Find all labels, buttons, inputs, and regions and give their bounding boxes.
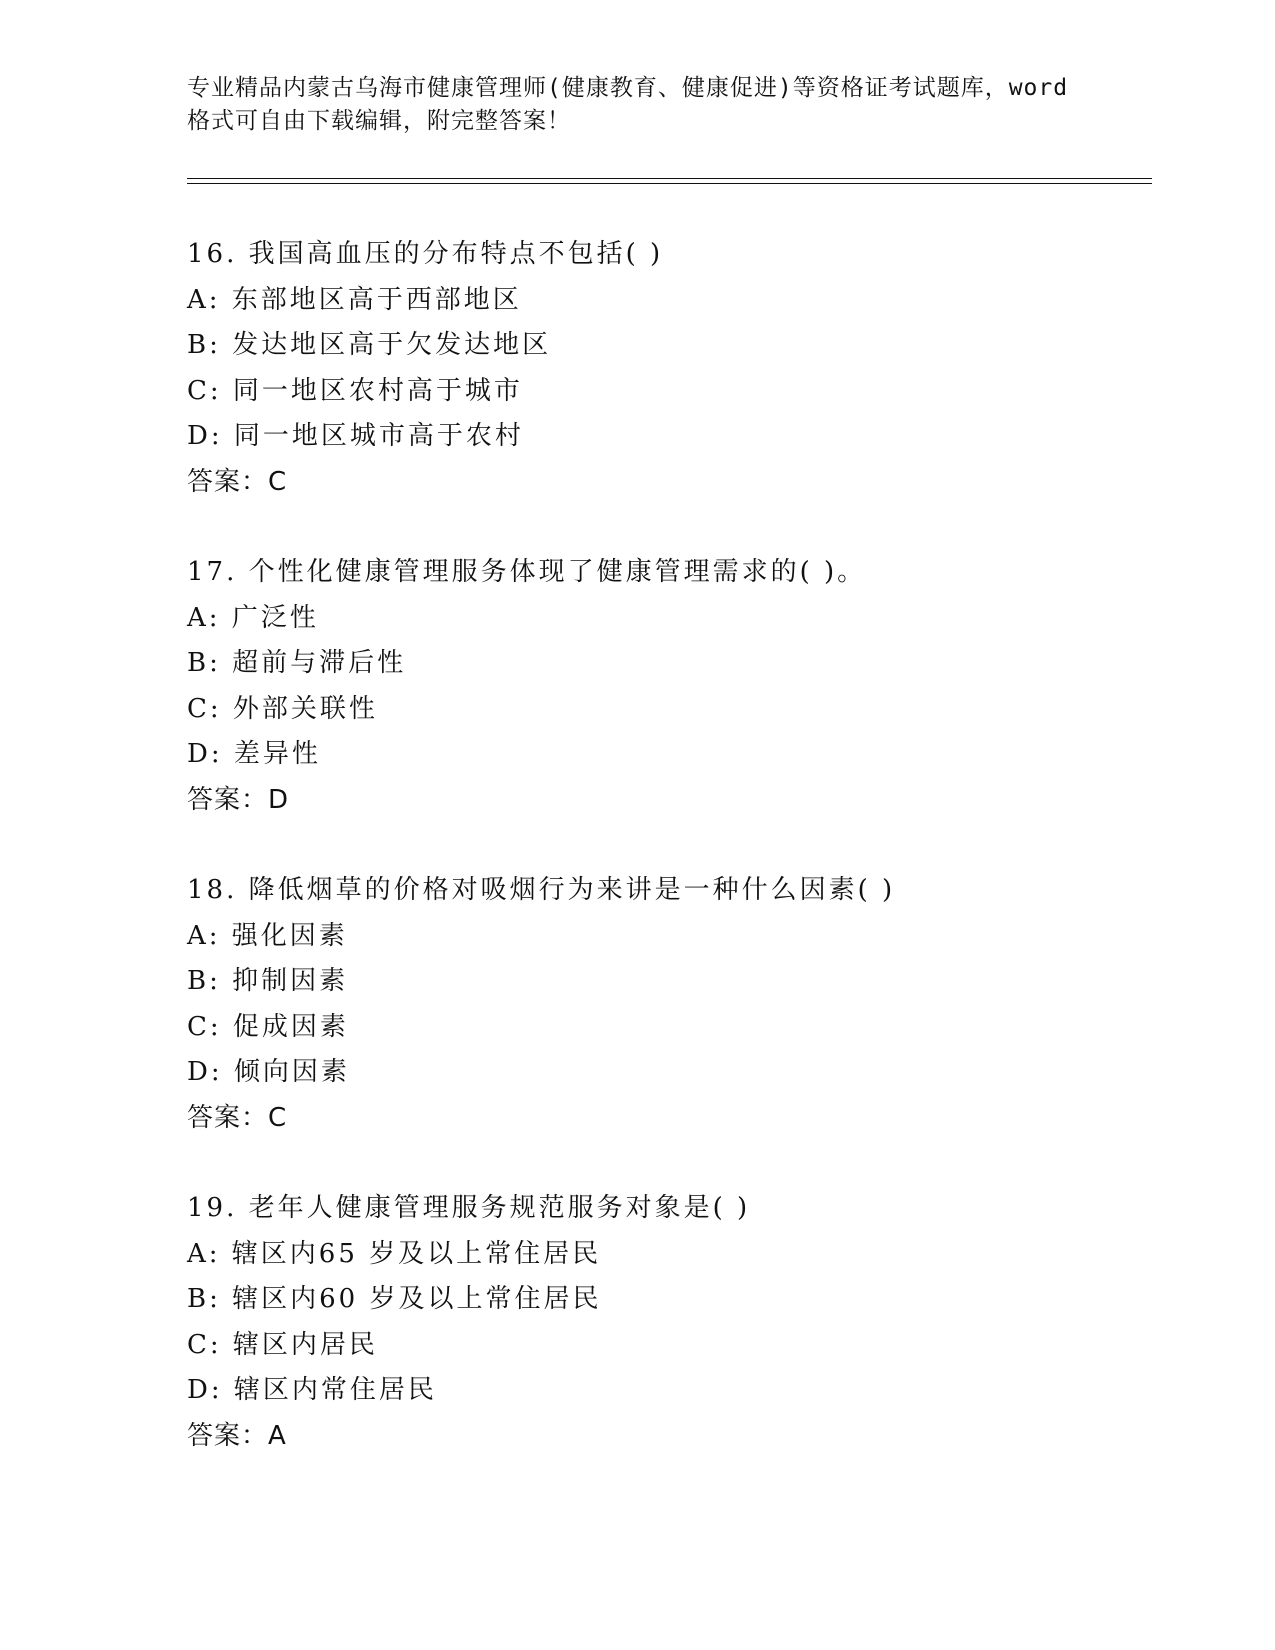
header-divider-top bbox=[187, 178, 1152, 179]
question-18 bbox=[187, 868, 1147, 1141]
option-c: C: 促成因素 bbox=[187, 1011, 349, 1042]
question-stem: 19. 老年人健康管理服务规范服务对象是( ) bbox=[187, 1193, 751, 1223]
header-line-2: 格式可自由下载编辑，附完整答案！ bbox=[187, 108, 571, 134]
option-d: D: 倾向因素 bbox=[187, 1057, 350, 1087]
answer: 答案：C bbox=[187, 1102, 288, 1133]
document-header bbox=[187, 72, 1087, 138]
question-16 bbox=[187, 232, 1147, 505]
option-c: C: 辖区内居民 bbox=[187, 1329, 378, 1360]
question-17 bbox=[187, 550, 1147, 823]
option-b: B: 发达地区高于欠发达地区 bbox=[187, 330, 552, 360]
option-a: A: 广泛性 bbox=[187, 602, 319, 633]
answer: 答案：C bbox=[187, 466, 288, 497]
option-b: B: 超前与滞后性 bbox=[187, 648, 407, 678]
option-a: A: 强化因素 bbox=[187, 920, 348, 951]
question-stem: 16. 我国高血压的分布特点不包括( ) bbox=[187, 239, 664, 269]
option-a: A: 辖区内65 岁及以上常住居民 bbox=[187, 1238, 602, 1269]
answer: 答案：A bbox=[187, 1420, 287, 1451]
option-a: A: 东部地区高于西部地区 bbox=[187, 284, 522, 315]
question-stem: 18. 降低烟草的价格对吸烟行为来讲是一种什么因素( ) bbox=[187, 875, 896, 905]
question-19 bbox=[187, 1186, 1147, 1459]
answer: 答案：D bbox=[187, 784, 290, 815]
option-c: C: 外部关联性 bbox=[187, 693, 378, 724]
option-b: B: 抑制因素 bbox=[187, 966, 349, 996]
header-divider-bottom bbox=[187, 183, 1152, 184]
header-line-1: 专业精品内蒙古乌海市健康管理师(健康教育、健康促进)等资格证考试题库，word bbox=[187, 75, 1069, 101]
option-c: C: 同一地区农村高于城市 bbox=[187, 375, 523, 406]
option-d: D: 同一地区城市高于农村 bbox=[187, 421, 524, 451]
option-b: B: 辖区内60 岁及以上常住居民 bbox=[187, 1284, 602, 1314]
question-stem: 17. 个性化健康管理服务体现了健康管理需求的( )。 bbox=[187, 557, 867, 587]
option-d: D: 差异性 bbox=[187, 739, 321, 769]
option-d: D: 辖区内常住居民 bbox=[187, 1375, 437, 1405]
